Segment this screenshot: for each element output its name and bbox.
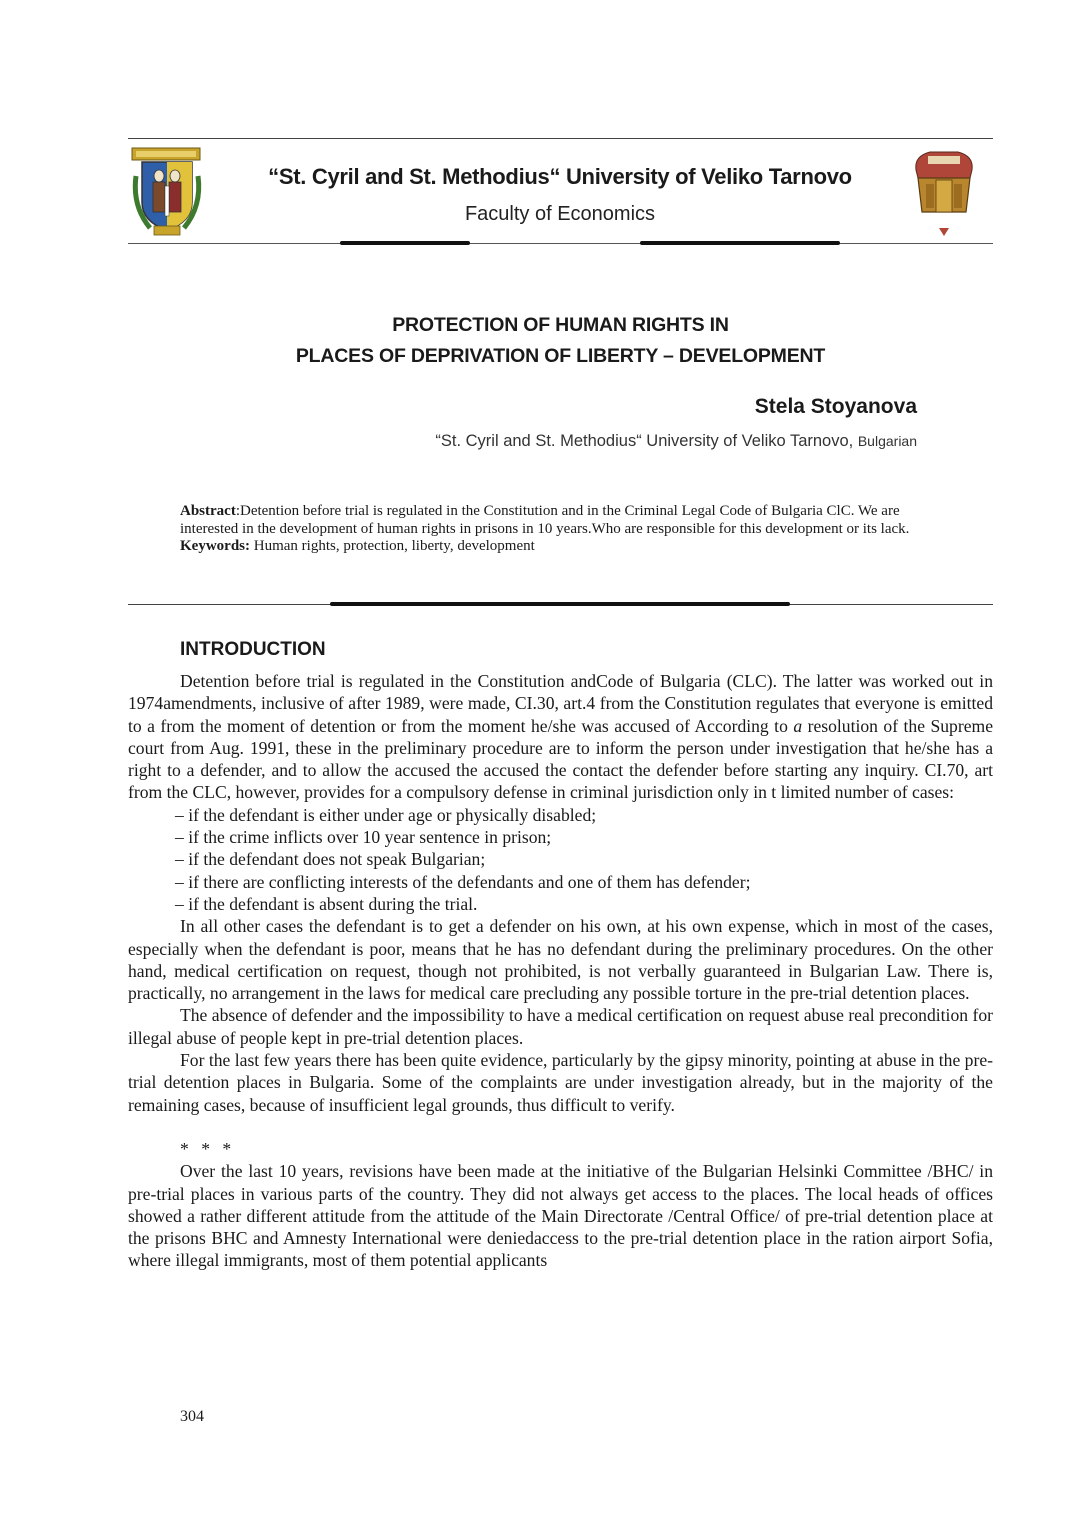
paragraph-3: The absence of defender and the impossibility to have a medical certification on request abuse real precondition for illegal abuse of people kept in pre-trial detention places. [128,1005,993,1048]
list-item: – if the defendant does not speak Bulgarian; [175,849,486,870]
abstract-text: :Detention before trial is regulated in the Constitution and in the Criminal Legal Code of Bulgaria ClC. We are interested in the development of human rights in prisons in 10 years.Who are responsible for this development or its lack. [180,503,910,537]
paragraph-1 [128,670,993,804]
header-accent-bar-left [340,241,470,245]
abstract-paragraph [180,503,955,538]
affiliation-country: Bulgarian [857,433,917,449]
affiliation-institution: “St. Cyril and St. Methodius“ University of Veliko Tarnovo, [435,432,854,450]
section-heading-introduction: INTRODUCTION [180,639,326,660]
list-item: – if the crime inflicts over 10 year sentence in prison; [175,827,552,848]
paragraph-1-part-a: Detention before trial is regulated in the Constitution andCode of Bulgaria (CLC). The latter was worked out in 1974amendments, inclusive of after 1989, were made, CI.30, art.4 from the Constitution regulates that everyone is emitted to a from the moment of detention or from the moment he/she was accused of According to [128,671,993,736]
abstract-divider-accent [330,602,790,606]
paper-title-line-1: PROTECTION OF HUMAN RIGHTS IN [392,314,729,336]
keywords-text: Human rights, protection, liberty, development [250,538,535,554]
keywords-label: Keywords: [180,538,250,554]
section-separator: * * * [180,1138,236,1159]
paragraph-4: For the last few years there has been quite evidence, particularly by the gipsy minority, pointing at abuse in the pre-trial detention places in Bulgaria. Some of the complaints are under investigation already, but in the majority of the remaining cases, because of insufficient legal grounds, thus difficult to verify. [128,1050,993,1115]
abstract-block [180,503,955,556]
author-affiliation [300,432,917,451]
body-text [128,670,993,1272]
paragraph-1-part-b: resolution of the Supreme court from Aug. 1991, these in the preliminary procedure are to inform the person under investigation that he/she has a right to a defender, and to allow the accused the accused the contact the defender before starting any inquiry. CI.70, art from the CLC, however, provides for a compulsory defense in criminal jurisdiction only in t limited number of cases: [128,715,993,803]
list-item: – if the defendant is absent during the trial. [175,893,478,914]
paper-title [128,310,993,372]
list-item: – if the defendant is either under age or physically disabled; [175,804,597,825]
university-name: “St. Cyril and St. Methodius“ University of Veliko Tarnovo [268,164,852,189]
list-item: – if there are conflicting interests of the defendants and one of them has defender; [175,871,751,892]
paragraph-2: In all other cases the defendant is to get a defender on his own, at his own expense, which in most of the cases, especially when the defendant is poor, means that he has no defendant during the preliminary procedures. On the other hand, medical certification on request, though not prohibited, is not verbally guaranteed in Bulgarian Law. There is, practically, no arrangement in the laws for medical care precluding any possible torture in the pre-trial detention places. [128,916,993,1004]
faculty-emblem-logo [912,150,976,240]
faculty-name: Faculty of Economics [464,203,656,225]
paper-title-line-2: PLACES OF DEPRIVATION OF LIBERTY – DEVELOPMENT [295,345,826,367]
header-bottom-rule [128,243,993,244]
author-name: Stela Stoyanova [754,395,917,418]
keywords-line [180,538,955,556]
university-crest-logo [130,146,205,238]
paragraph-1-italic: a [793,715,803,736]
header-accent-bar-right [640,241,840,245]
paragraph-5: Over the last 10 years, revisions have been made at the initiative of the Bulgarian Helsinki Committee /BHC/ in pre-trial places in various parts of the country. They did not always get access to the places. The local heads of offices showed a rather different attitude from the attitude of the Main Directorate /Central Office/ of pre-trial detention place at the prisons BHC and Amnesty International were deniedaccess to the pre-trial detention place in the ration airport Sofia, where illegal immigrants, most of them potential applicants [128,1161,993,1271]
page-number: 304 [180,1408,204,1425]
header-top-rule [128,138,993,139]
abstract-label: Abstract [180,503,236,519]
